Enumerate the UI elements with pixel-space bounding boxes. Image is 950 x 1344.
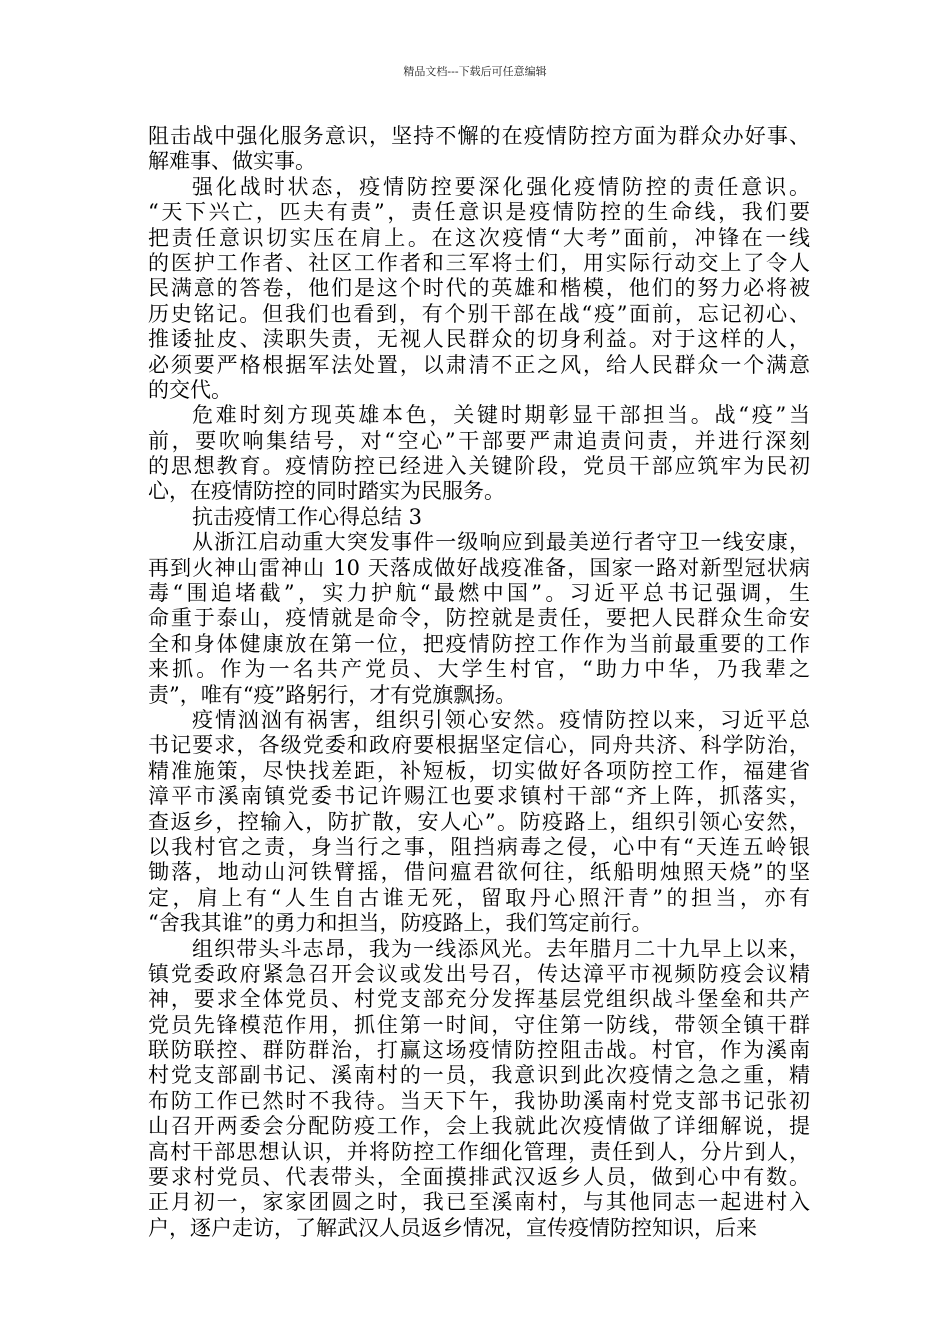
text-line: 户，逐户走访，了解武汉人员返乡情况，宣传疫情防控知识，后来 <box>148 1215 757 1240</box>
paragraph <box>148 708 810 937</box>
text-line: “舍我其谁”的勇力和担当，防疫路上，我们笃定前行。 <box>148 911 653 936</box>
paragraph <box>148 403 810 505</box>
text-line: 解难事、做实事。 <box>148 149 316 174</box>
text-line: 前，要吹响集结号，对“空心”干部要严肃追责问责，并进行深刻 <box>148 428 810 453</box>
text-line: 再到火神山雷神山 10 天落成做好战疫准备，国家一路对新型冠状病 <box>148 555 810 580</box>
text-line: 必须要严格根据军法处置，以肃清不正之风，给人民群众一个满意 <box>148 352 810 377</box>
text-line: 正月初一，家家团圆之时，我已至溪南村，与其他同志一起进村入 <box>148 1190 810 1215</box>
paragraph <box>148 175 810 404</box>
paragraph <box>148 937 810 1242</box>
paragraph <box>148 530 810 708</box>
text-line: 联防联控、群防群治，打赢这场疫情防控阻击战。村官，作为溪南 <box>148 1038 810 1063</box>
text-line: 精准施策，尽快找差距，补短板，切实做好各项防控工作，福建省 <box>148 758 810 783</box>
heading-text: 抗击疫情工作心得总结 3 <box>192 504 423 529</box>
section-heading <box>148 505 810 530</box>
text-line: 村党支部副书记、溪南村的一员，我意识到此次疫情之急之重，精 <box>148 1063 810 1088</box>
text-line: 心，在疫情防控的同时踏实为民服务。 <box>148 479 505 504</box>
text-line: 强化战时状态，疫情防控要深化强化疫情防控的责任意识。 <box>192 174 810 199</box>
text-line: 历史铭记。但我们也看到，有个别干部在战“疫”面前，忘记初心、 <box>148 301 810 326</box>
text-line: 的医护工作者、社区工作者和三军将士们，用实际行动交上了令人 <box>148 250 810 275</box>
text-line: 锄落，地动山河铁臂摇，借问瘟君欲何往，纸船明烛照天烧”的坚 <box>148 860 810 885</box>
paragraph <box>148 124 810 175</box>
text-line: 要求村党员、代表带头，全面摸排武汉返乡人员，做到心中有数。 <box>148 1165 810 1190</box>
text-line: 命重于泰山，疫情就是命令，防控就是责任，要把人民群众生命安 <box>148 606 810 631</box>
text-line: 书记要求，各级党委和政府要根据坚定信心，同舟共济、科学防治， <box>148 733 810 758</box>
text-line: 以我村官之责，身当行之事，阻挡病毒之侵，心中有“天连五岭银 <box>148 834 810 859</box>
text-line: 疫情汹汹有祸害，组织引领心安然。疫情防控以来，习近平总 <box>192 707 810 732</box>
text-line: 从浙江启动重大突发事件一级响应到最美逆行者守卫一线安康， <box>192 530 810 555</box>
text-line: 高村干部思想认识，并将防控工作细化管理，责任到人，分片到人， <box>148 1139 810 1164</box>
text-line: 布防工作已然时不我待。当天下午，我协助溪南村党支部书记张初 <box>148 1088 810 1113</box>
text-line: 神，要求全体党员、村党支部充分发挥基层党组织战斗堡垒和共产 <box>148 987 810 1012</box>
document-body <box>148 124 810 1241</box>
text-line: 的交代。 <box>148 377 232 402</box>
text-line: 山召开两委会分配防疫工作，会上我就此次疫情做了详细解说，提 <box>148 1114 810 1139</box>
text-line: 组织带头斗志昂，我为一线添风光。去年腊月二十九早上以来， <box>192 936 810 961</box>
text-line: 危难时刻方现英雄本色，关键时期彰显干部担当。战“疫”当 <box>192 403 810 428</box>
text-line: 阻击战中强化服务意识，坚持不懈的在疫情防控方面为群众办好事、 <box>148 124 810 148</box>
text-line: 推诿扯皮、渎职失责，无视人民群众的切身利益。对于这样的人， <box>148 327 810 352</box>
text-line: 查返乡，控输入，防扩散，安人心”。防疫路上，组织引领心安然， <box>148 809 810 834</box>
text-line: 党员先锋模范作用，抓住第一时间，守住第一防线，带领全镇干群 <box>148 1012 810 1037</box>
text-line: 民满意的答卷，他们是这个时代的英雄和楷模，他们的努力必将被 <box>148 276 810 301</box>
text-line: 漳平市溪南镇党委书记许赐江也要求镇村干部“齐上阵，抓落实， <box>148 784 810 809</box>
text-line: 责”，唯有“疫”路躬行，才有党旗飘扬。 <box>148 682 517 707</box>
page-header: 精品文档---下载后可任意编辑 <box>403 65 547 78</box>
text-line: 毒“围追堵截”，实力护航“最燃中国”。习近平总书记强调，生 <box>148 581 810 606</box>
text-line: 的思想教育。疫情防控已经进入关键阶段，党员干部应筑牢为民初 <box>148 454 810 479</box>
text-line: 把责任意识切实压在肩上。在这次疫情“大考”面前，冲锋在一线 <box>148 225 810 250</box>
text-line: 全和身体健康放在第一位，把疫情防控工作作为当前最重要的工作 <box>148 631 810 656</box>
text-line: 定，肩上有“人生自古谁无死，留取丹心照汗青”的担当，亦有 <box>148 885 810 910</box>
text-line: 镇党委政府紧急召开会议或发出号召，传达漳平市视频防疫会议精 <box>148 961 810 986</box>
text-line: “天下兴亡，匹夫有责”，责任意识是疫情防控的生命线，我们要 <box>148 200 810 225</box>
text-line: 来抓。作为一名共产党员、大学生村官，“助力中华，乃我辈之 <box>148 657 810 682</box>
